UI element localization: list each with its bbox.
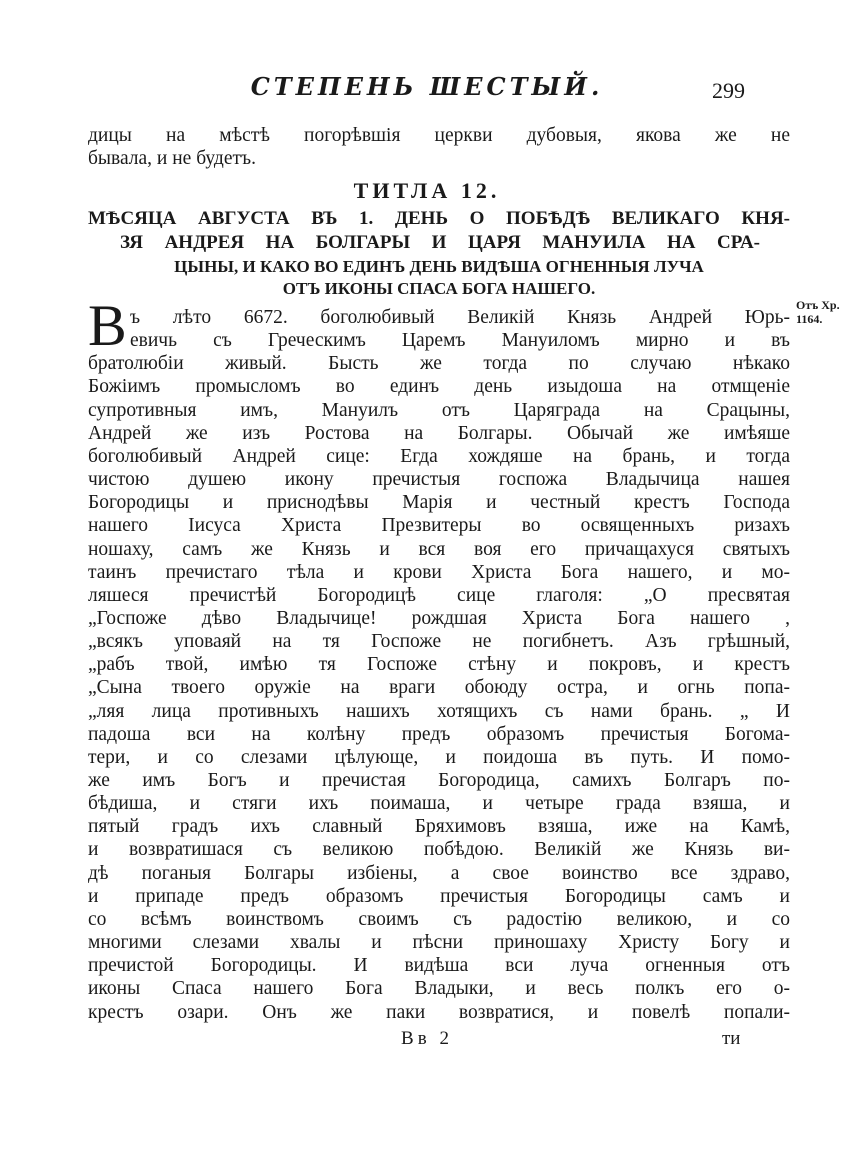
body-line: и возвратишася съ великою побѣдою. Великій же Князь ви- [88,839,790,861]
body-line: Андрей же изъ Ростова на Болгары. Обычай же имѣяше [88,422,790,444]
margin-note [796,298,840,326]
body-line: супротивныя имъ, Мануилъ отъ Царяграда на Срацыны, [88,399,790,421]
body-line: иконы Спаса нашего Бога Владыки, и весь полкъ его о- [88,978,790,1000]
body-line: же имъ Богъ и пречистая Богородица, самихъ Болгаръ по- [88,770,790,791]
body-line: „всякъ уповаяй на тя Госпоже не погибнетъ. Азъ грѣшный, [88,631,790,653]
body-line: многими слезами хвалы и пѣсни приношаху Христу Богу и [88,932,790,954]
body-line: со всѣмъ воинствомъ своимъ съ радостію великою, и со [88,908,790,930]
body-line: братолюбіи живый. Бысть же тогда по случаю нѣкако [88,353,790,375]
body-line: „ляя лица противныхъ нашихъ хотящихъ съ нами брань. „ И [88,700,790,722]
body-line: ляшеся пречистѣй Богородицѣ сице глаголя: „О пресвятая [88,584,790,606]
continuation-line: бывала, и не будетъ. [88,148,256,169]
body-line: Божіимъ промысломъ во единъ день изыдоша на отмщеніе [88,376,790,398]
body-line: пречистой Богородицы. И видѣша вси луча огненныя отъ [88,955,790,977]
body-line: евичь съ Греческимъ Царемъ Мануиломъ мирно и въ [130,330,790,352]
section-title: ТИТЛА 12. [353,178,501,203]
page-number: 299 [712,78,745,103]
continuation-line: дицы на мѣстѣ погорѣвшія церкви дубовыя, якова же не [88,125,790,146]
catchword: ти [722,1028,741,1049]
body-line: и припаде предъ образомъ пречистыя Богородицы самъ и [88,885,790,907]
margin-note-line: Отъ Хр. [796,298,840,312]
body-line: бѣдиша, и стяги ихъ поимаша, и четыре града взяша, и [88,793,790,815]
section-heading-line: ЦЫНЫ, И КАКО ВО ЕДИНЪ ДЕНЬ ВИДѢША ОГНЕННЫЯ ЛУЧА [174,257,704,276]
body-line: пятый градъ ихъ славный Бряхимовъ взяша, иже на Камѣ, [88,816,790,838]
body-line: тери, и со слезами цѣлующе, и поидоша въ путь. И помо- [88,746,790,768]
body-line: таинъ пречистаго тѣла и крови Христа Бога нашего, и мо- [88,561,790,583]
margin-note-line: 1164. [796,312,823,326]
body-line: крестъ озари. Онъ же паки возвратися, и повелѣ попали- [88,1001,790,1023]
section-heading-line: ЗЯ АНДРЕЯ НА БОЛГАРЫ И ЦАРЯ МАНУИЛА НА СРА- [120,232,760,253]
body-line: ношаху, самъ же Князь и вся воя его причащахуся святыхъ [88,538,790,560]
body-line: „Сына твоего оружіе на враги обоюду остра, и огнь попа- [88,677,790,699]
drop-cap: В [88,293,127,358]
body-line: нашего Іисуса Христа Презвитеры во освященныхъ ризахъ [88,515,790,537]
body-line: дѣ поганыя Болгары избіены, а свое воинство все здраво, [88,862,790,884]
body-line: падоша вси на колѣну предъ образомъ пречистыя Богома- [88,723,790,745]
body-line: чистою душею икону пречистыя госпожа Владычица нашея [88,469,790,491]
body-line: „рабъ твой, имѣю тя Госпоже стѣну и покровъ, и крестъ [88,654,790,676]
body-line: ъ лѣто 6672. боголюбивый Великій Князь Андрей Юрь- [130,307,790,328]
running-title: СТЕПЕНЬ ШЕСТЫЙ. [250,72,604,101]
signature-mark: Вв 2 [401,1028,453,1049]
body-line: боголюбивый Андрей сице: Егда хождяше на брань, и тогда [88,445,790,467]
body-line: „Госпоже дѣво Владычице! рождшая Христа Бога нашего , [88,607,790,629]
section-heading-line: МѢСЯЦА АВГУСТА ВЪ 1. ДЕНЬ О ПОБѢДѢ ВЕЛИКАГО КНЯ- [88,208,790,229]
section-heading-line: ОТЪ ИКОНЫ СПАСА БОГА НАШЕГО. [282,279,596,298]
body-line: Богородицы и приснодѣвы Марія и честный крестъ Господа [88,492,790,514]
